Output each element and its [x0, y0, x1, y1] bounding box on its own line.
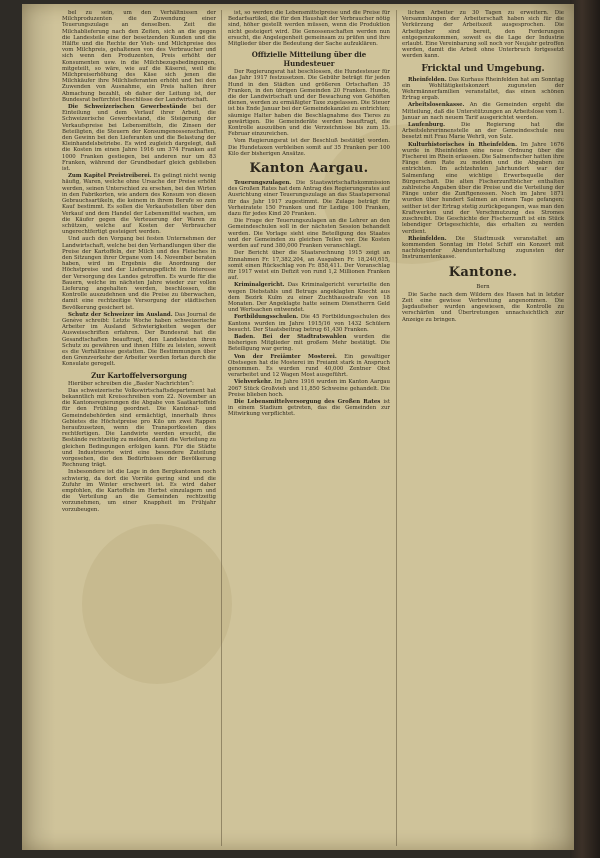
paragraph: Das Journal de Genève schreibt: Letzte Woche haben schweizerische Arbeiter im Ausland Schwierigkeiten wegen der Ausweisschriften erfahren. Der Bundesrat hat die Gesandtschaften beauftragt, den Landsleuten ihren Schutz zu gewähren und ihnen Hilfe zu leisten, soweit es die Verhältnisse gestatten. Die Bestimmungen über den Grenzverkehr der Arbeiter werden fortan durch die Konsulate geregelt. [62, 311, 216, 368]
section-title: Schutz der Schweizer im Ausland. [68, 311, 173, 318]
section-title: Baden. Bei der Stadtratswahlen [234, 333, 347, 340]
newspaper-page [22, 4, 574, 850]
paragraph: Die Stadtmusik veranstaltet am kommenden Sonntag im Hotel Schiff ein Konzert mit nachfolgender Abendunterhaltung zugunsten der Instrumentenkasse. [402, 235, 564, 261]
section-title: Arbeitslosenkasse. [408, 102, 465, 109]
paragraph: ist in einem Stadium getreten, das die Gemeinden zur Mitwirkung verpflichtet. [228, 398, 390, 418]
paragraph: Das Kurhaus Rheinfelden hat am Sonntag ein Wohltätigkeitskonzert zugunsten der Wehrmännerfamilien veranstaltet, das einen schönen Ertrag ergab. [402, 76, 564, 102]
article-heading: Zur Kartoffelversorgung [91, 370, 187, 380]
section-title: Viehverkehr. [234, 379, 273, 386]
paragraph: Die Regierung hat die Arbeitslehrerinnenstelle an der Gemeindeschule neu besetzt mit Frau Marie Wehrli, von Sulz. [402, 122, 564, 141]
paragraph: Insbesondere ist die Lage in den Bergkantonen noch schwierig, da dort die Vorräte gering sind und die Zufuhr im Winter erschwert ist. Es wird daher empfohlen, die Kartoffeln im Herbst einzulagern und die Verteilung an die Gemeinden rechtzeitig vorzunehmen, um einer Knappheit im Frühjahr vorzubeugen. [62, 469, 216, 513]
paragraph: wurden die bisherigen Mitglieder mit großem Mehr bestätigt. Die Beteiligung war gering. [228, 333, 390, 353]
paragraph: Die Sache nach dem Wildern des Hasen hat in letzter Zeit eine gewisse Verbreitung angenommen. Die Jagdaufseher wurden angewiesen, die Kontrolle zu verschärfen und Übertretungen unnachsichtlich zur Anzeige zu bringen. [402, 291, 564, 323]
column-2 [228, 10, 390, 846]
paragraph: Im Jahre 1916 wurden im Kanton Aargau 2067 Stück Großvieh und 11,850 Schweine gehandelt. Die Preise blieben hoch. [228, 379, 390, 398]
subheading: Bern [476, 283, 490, 290]
section-heading-kantone: Kantone. [448, 264, 518, 280]
paragraph: Es gelingt nicht wenig häufig, Waren, welche ohne Ursache der Preise erhöht werden, seinen Unterschied zu ersehen, bei den Wirten in den Fabrikorten, wie andern des Konsum von diesen Gebrauchsartikeln, die keinem in ihrem Berufe so zum Kauf bestimmt. Es sollen die Verkaufsstellen über den Verkauf und dem Handel der Lebensmittel wachen, um die Käufer gegen die Verteuerung der Waren zu schützen, welche auf Kosten der Verbraucher ungerechtfertigt gesteigert werden. [62, 173, 216, 236]
column-1 [62, 10, 216, 846]
paragraph: Hierüber schreiben die „Basler Nachrichten“: [68, 380, 194, 387]
book-binding [570, 0, 600, 858]
column-3 [402, 10, 564, 846]
paragraph: Der Bericht über die Staatsrechnung 1915 zeigt an Einnahmen Fr. 17,382,204, an Ausgaben Fr. 18,240,615, somit einen Rückschlag von Fr. 858,411. Der Voranschlag für 1917 weist ein Defizit von rund 1,2 Millionen Franken auf. [228, 250, 390, 282]
paragraph: Der Regierungsrat hat beschlossen, die Hundesteuer für das Jahr 1917 festzusetzen. Die Gebühr beträgt für jeden Hund in den Städten und größeren Ortschaften 35 Franken, in den übrigen Gemeinden 20 Franken. Hunde, die der Landwirtschaft und der Bewachung von Gehöften dienen, werden zu ermäßigter Taxe zugelassen. Die Steuer ist bis Ende Januar bei der Gemeindekanzlei zu entrichten; säumige Halter haben die Beschlagnahme des Tieres zu gewärtigen. Die Gemeinderäte werden beauftragt, die Kontrolle auszuüben und die Verzeichnisse bis zum 15. Februar einzureichen. [228, 69, 390, 138]
paragraph: Die 45 Fortbildungsschulen des Kantons wurden im Jahre 1915/16 von 1432 Schülern besucht. Der Staatsbeitrag betrug 61,430 Franken. [228, 314, 390, 333]
article-heading: Offizielle Mitteilung über die Hundesteuer [251, 50, 367, 69]
paragraph: Die Frage der Teuerungszulagen an die Lehrer an den Gemeindeschulen soll in der nächsten Session behandelt werden. Die Vorlage sieht eine Beteiligung des Staates und der Gemeinden zu gleichen Teilen vor. Die Kosten werden auf rund 380,000 Franken veranschlagt. [228, 218, 390, 250]
paragraph: ist, so werden die Lebensmittelpreise und die Preise für Bedarfsartikel, die für den Haushalt der Verbraucher nötig sind, höher gestellt werden müssen, wenn die Produktion nicht gesteigert wird. Die Genossenschaften werden nun ersucht, die Angelegenheit gemeinsam zu prüfen und ihre Mitglieder über die Bedeutung der Sache aufzuklären. [228, 10, 390, 48]
section-title: Die Schweizerischen Gewerbestände [68, 104, 187, 111]
paragraph: Die Staatswirtschaftskommission des Großen Rates hat dem Antrag des Regierungsrates auf Ausrichtung einer Teuerungszulage an das Staatspersonal für das Jahr 1917 zugestimmt. Die Zulage beträgt für Verheiratete 150 Franken und für Ledige 100 Franken, dazu für jedes Kind 20 Franken. [228, 180, 390, 218]
paragraph: Und auch den Vorgang bei festen Unternehmen der Landwirtschaft, welche bei den Verhandlungen über die Preise der Kartoffeln, der Milch und des Fleisches in den Sitzungen ihrer Organe vom 14. November beraten haben, wird im Ergebnis die Anordnung der Höchstpreise und der Lieferungspflicht im Interesse der Versorgung des Landes getroffen. Es wurde für die Bauern, welche im nächsten Jahre wieder zur vollen Lieferung angehalten werden, beschlossen, die Kontrolle auszudehnen und die Preise zu überwachen, damit eine rechtzeitige Versorgung der städtischen Bevölkerung gesichert ist. [62, 236, 216, 311]
section-heading-aargau: Kanton Aargau. [249, 161, 369, 177]
paragraph: Vom Regierungsrat ist der Beschluß bestätigt worden. Die Hundetaxen verbleiben somit auf 35 Franken per 100 Kilo der bisherigen Ansätze. [228, 138, 390, 157]
section-heading-fricktal: Fricktal und Umgebung. [421, 63, 545, 74]
paragraph: bel zu sein, um den Verhältnissen der Milchproduzenten die Zuwendung einer Teuerungszulage an denselben. Zeit die Milchablieferung nach den Zeiten, sich an die gegen die Landesteile eine der besetzenden Kunden und die Hälfte und die Rechte der Vieh- und Milchpreise des vom Milchpreis, gehaltenen von des Verbraucher und sich wenn den Produzenten, Preis erhöht der Konsumenten usw. in die Milchbezugsbedingungen, mitgeteilt, so wäre, wie auf die Käserei, weil die Milchpreiserhöhung des Käse sich jenen die Milchkäufer ihre Milchlieferanten erhöht und bei den Zuwenden von Ausnahme, ein Preis halten ihrer Abmachung bezahlt, ob daher der Leitung ist, der Bundesrat befürchtet Beschlüsse der Landwirtschaft. [62, 10, 216, 103]
section-title: Von der Freiämter Mosterei. [234, 353, 337, 360]
section-title: Teuerungszulagen. [234, 180, 292, 187]
paragraph: Im Jahre 1676 wurde in Rheinfelden eine neue Ordnung über die Fischerei im Rhein erlassen. Die Salmenfischer hatten ihre Fänge dem Rate zu melden und die Abgaben zu entrichten. Im achtzehnten Jahrhundert war der Salmenfang eine wichtige Erwerbsquelle der Bürgerschaft. Die alten Fischerzunftbücher enthalten zahlreiche Angaben über die Preise und die Verteilung der Fänge unter die Zunftgenossen. Noch im Jahre 1871 wurden über hundert Salmen an einem Tage gefangen; seither ist der Ertrag stetig zurückgegangen, was man den Kraftwerken und der Verschmutzung des Stromes zuschreibt. Die Geschichte der Fischerzunft ist ein Stück lebendiger Ortsgeschichte, das erhalten zu werden verdient. [402, 141, 564, 235]
column-rule [221, 10, 222, 846]
paragraph: Das Kriminalgericht verurteilte den wegen Diebstahls und Betrugs angeklagten Knecht aus dem Bezirk Kulm zu einer Zuchthausstrafe von 18 Monaten. Der Angeklagte hatte seinem Dienstherrn Geld und Wertsachen entwendet. [228, 282, 390, 314]
section-title: Rheinfelden. [408, 76, 447, 83]
section-title: Rheinfelden. [408, 235, 447, 242]
paragraph: Das schweizerische Volkswirtschaftsdepartement hat bekanntlich mit Kreisschreiben vom 22. November an die Kantonsregierungen die Abgabe von Saatkartoffeln für den Frühling geordnet. Die Kantonal- und Gemeindebehörden sind ermächtigt, innerhalb ihres Gebietes die Höchstpreise pro Kilo um zwei Rappen heraufzusetzen, wenn die Transportkosten dies rechtfertigen. Die Landwirte werden ersucht, die Bestände rechtzeitig zu melden, damit die Verteilung zu gleichen Bedingungen erfolgen kann. Für die Städte und Industrieorte wird eine besondere Zuteilung vorgesehen, die den Bedürfnissen der Bevölkerung Rechnung trägt. [62, 387, 216, 469]
paragraph: bei der Einteilung und dem Verlauf ihrer Arbeit, die Schweizerische Gewerbestand, die Steigerung der Verkaufspreise bei Lebensmitteln, die Zinsen der Beteiligten, die Steuern der Konsumgenossenschaften, den Gewinn bei den Lieferanten und die Belastung der Kleinhandelsbetriebe. Es wird zugleich dargelegt, daß die Kosten im einen Jahre 1916 um 374 Franken auf 1000 Franken gestiegen, bei anderen nur um 83 Franken, während der Grundbedarf gleich geblieben ist. [62, 104, 216, 173]
section-title: Zum Kapitel Preistreiberei. [68, 173, 152, 180]
paragraph: lichen Arbeiter zu 30 Tagen zu erweitern. Die Versammlungen der Arbeiterschaft haben sich für die Verkürzung der Arbeitszeit ausgesprochen. Die Arbeitgeber sind bereit, den Forderungen entgegenzukommen, soweit es die Lage der Industrie erlaubt. Eine Vereinbarung soll noch vor Neujahr getroffen werden, damit die Arbeit ohne Unterbruch fortgesetzt werden kann. [402, 10, 564, 60]
section-title: Laufenburg. [408, 122, 446, 129]
section-title: Die Lebensmittelversorgung des Großen Rates [234, 398, 381, 405]
paragraph: An die Gemeinden ergeht die Mitteilung, daß die Unterstützungen an Arbeitslose vom 1. Januar an nach neuem Tarif ausgerichtet werden. [402, 102, 564, 121]
section-title: Kriminalgericht. [234, 282, 285, 289]
section-title: Fortbildungsschulen. [234, 314, 299, 321]
section-title: Kulturhistorisches in Rheinfelden. [408, 141, 517, 148]
column-rule [396, 10, 397, 846]
paragraph: Ein gewaltiger Obstsegen hat die Mosterei im Freiamt stark in Anspruch genommen. Es wurden rund 40,000 Zentner Obst verarbeitet und 12 Wagen Most ausgeführt. [228, 353, 390, 379]
